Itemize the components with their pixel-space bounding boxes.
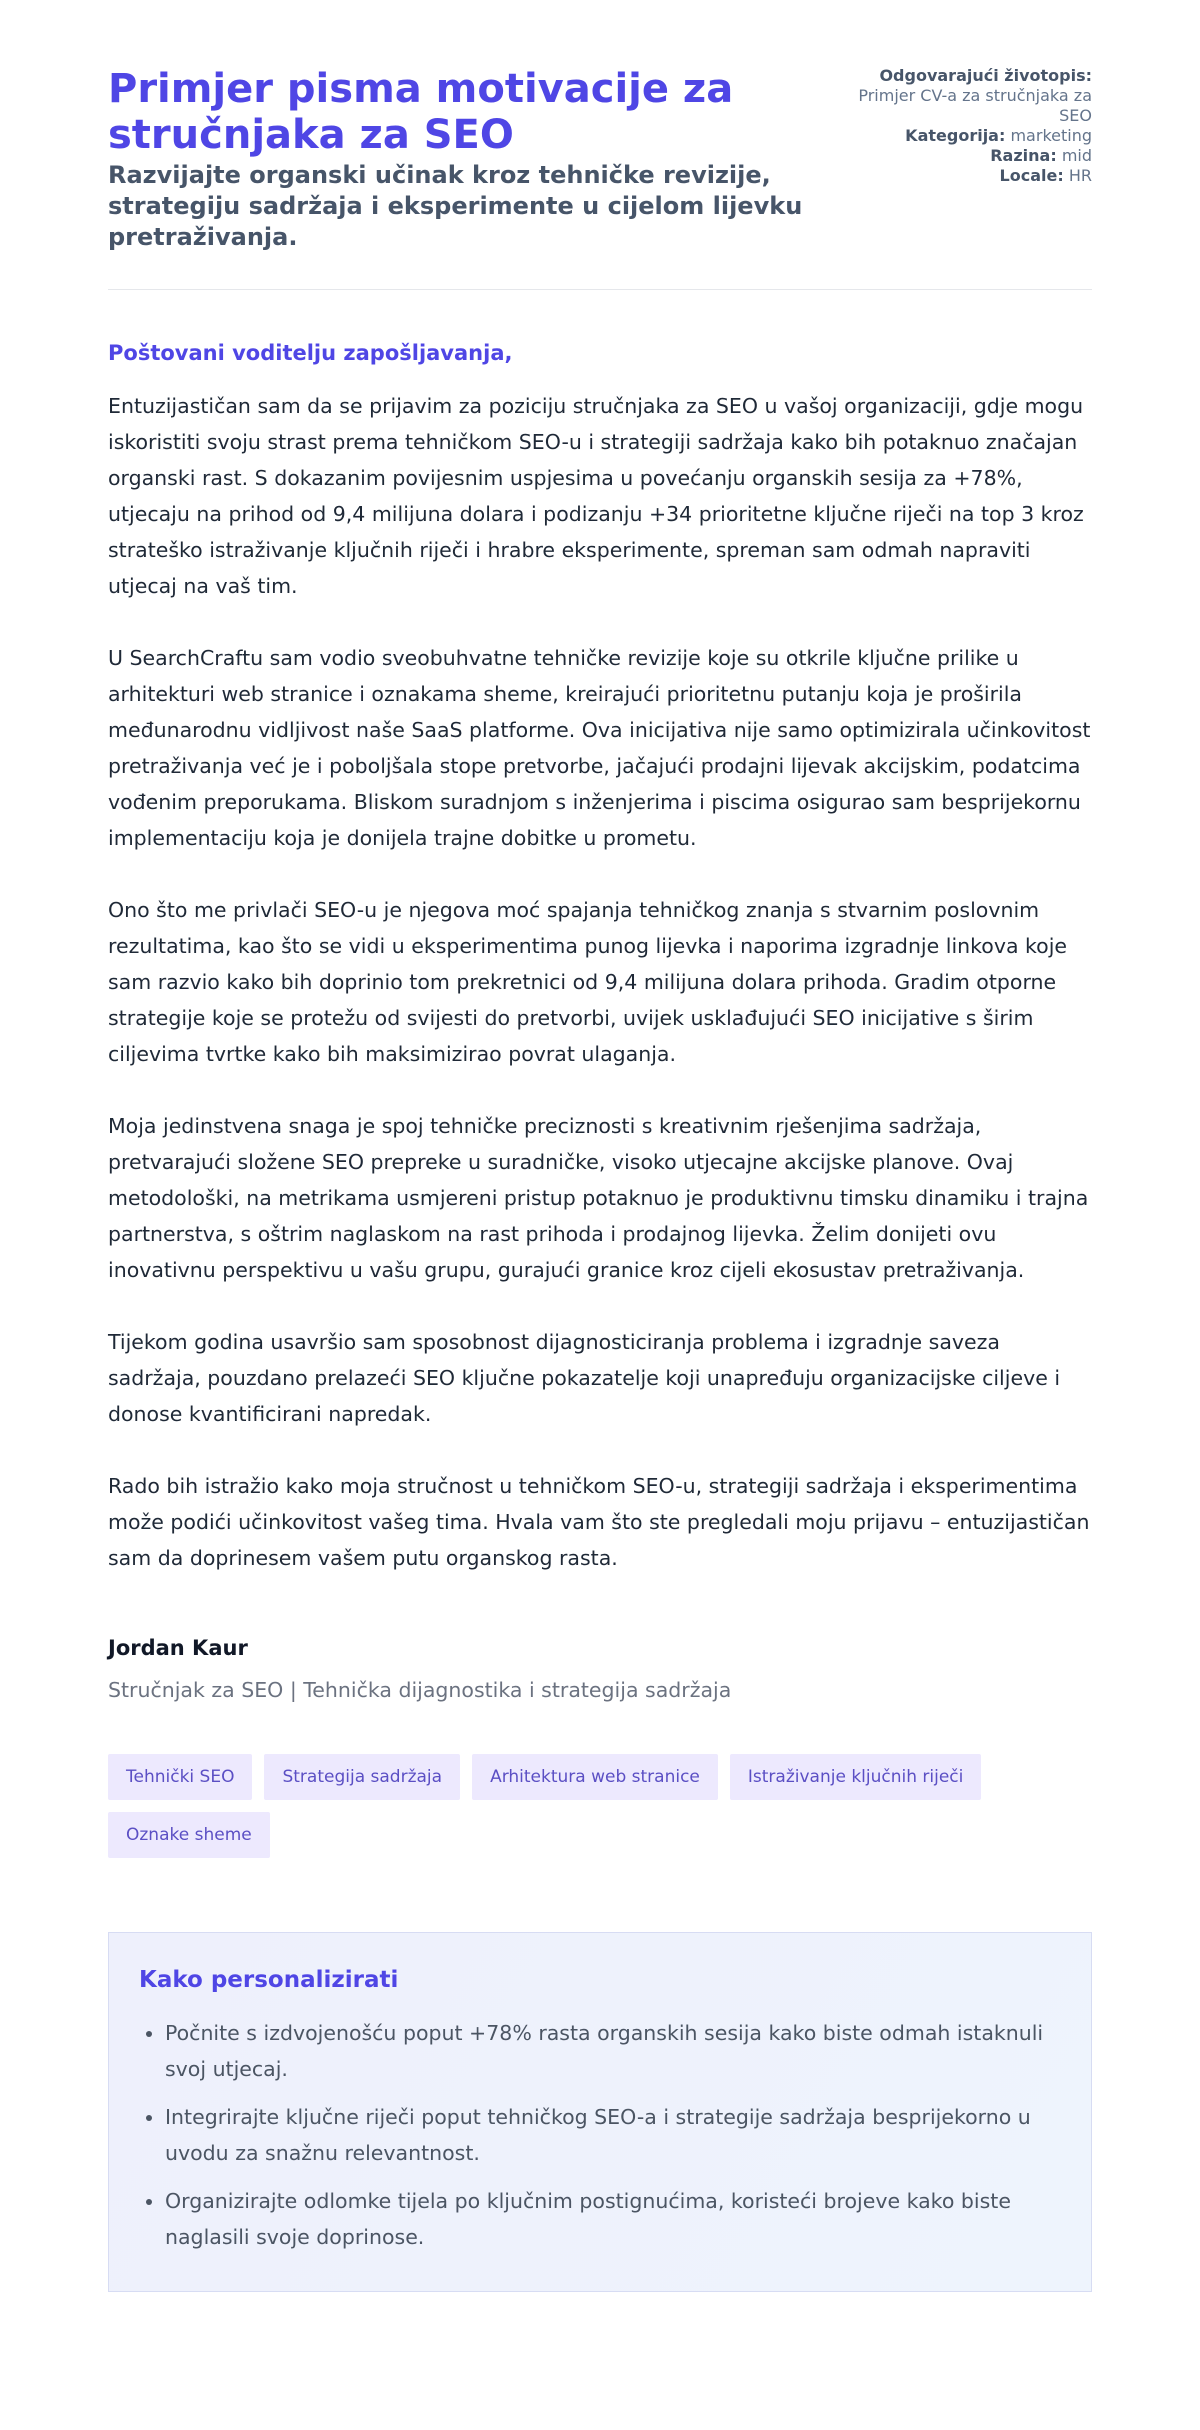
letter-salutation: Poštovani voditelju zapošljavanja, [108, 341, 513, 365]
tips-title: Kako personalizirati [139, 1967, 399, 1993]
tip-item: • Integrirajte ključne riječi poput tehničkog SEO-a i strategije sadržaja besprijekorno u uvodu za snažnu relevantnost. [165, 2099, 1061, 2171]
meta-locale-label: Locale: [999, 166, 1064, 185]
letter-paragraph: Ono što me privlači SEO-u je njegova moć spajanja tehničkog znanja s stvarnim poslovnim rezultatima, kao što se vidi u eksperimentima punog lijevka i naporima izgradnje linkova koje sam razvio kako bih doprinio tom prekretnici od 9,4 milijuna dolara prihoda. Gradim otporne strategije koje se protežu od svijesti do pretvorbi, uvijek usklađujući SEO inicijative s širim ciljevima tvrtke kako bih maksimizirao povrat ulaganja. [108, 898, 1068, 1066]
meta-resume-value[interactable]: Primjer CV-a za stručnjaka za SEO [858, 86, 1092, 125]
skill-tags [108, 1754, 1068, 1858]
meta-level [824, 146, 1092, 166]
signature-role: Stručnjak za SEO | Tehnička dijagnostika i strategija sadržaja [108, 1678, 732, 1702]
page-title: Primjer pisma motivacije za stručnjaka za SEO [108, 66, 734, 158]
letter-paragraph: Tijekom godina usavršio sam sposobnost dijagnosticiranja problema i izgradnje saveza sadržaja, pouzdano prelazeći SEO ključne pokazatelje koji unapređuju organizacijske ciljeve i donose kvantificirani napredak. [108, 1330, 1061, 1426]
letter-paragraph: U SearchCraftu sam vodio sveobuhvatne tehničke revizije koje su otkrile ključne prilike u arhitekturi web stranice i oznakama sheme, kreirajući prioritetnu putanju koja je proširila međunarodnu vidljivost naše SaaS platforme. Ova inicijativa nije samo optimizirala učinkovitost pretraživanja već je i poboljšala stope pretvorbe, jačajući prodajni lijevak akcijskim, podatcima vođenim preporukama. Bliskom suradnjom s inženjerima i piscima osigurao sam besprijekornu implementaciju koja je donijela trajne dobitke u prometu. [108, 646, 1091, 850]
tips-list [139, 2015, 1061, 2255]
letter-body [108, 388, 1092, 1576]
meta-locale-value: HR [1068, 166, 1092, 185]
tip-item: • Počnite s izdvojenošću poput +78% rasta organskih sesija kako biste odmah istaknuli svoj utjecaj. [165, 2015, 1061, 2087]
meta-category [824, 126, 1092, 146]
meta-level-value: mid [1061, 146, 1092, 165]
skill-tag[interactable]: Oznake sheme [108, 1812, 270, 1858]
signature-name: Jordan Kaur [108, 1636, 248, 1660]
signature-block [108, 1634, 1092, 1704]
meta-level-label: Razina: [990, 146, 1057, 165]
tip-item: • Organizirajte odlomke tijela po ključnim postignućima, koristeći brojeve kako biste naglasili svoje doprinose. [165, 2183, 1061, 2255]
meta-category-value: marketing [1010, 126, 1092, 145]
header-titles [108, 66, 824, 253]
letter-paragraph: Rado bih istražio kako moja stručnost u tehničkom SEO-u, strategiji sadržaja i eksperimentima može podići učinkovitost vašeg tima. Hvala vam što ste pregledali moju prijavu – entuzijastičan sam da doprinesem vašem putu organskog rasta. [108, 1474, 1090, 1570]
page-header [108, 66, 1092, 290]
skill-tag[interactable]: Arhitektura web stranice [472, 1754, 718, 1800]
meta-category-label: Kategorija: [905, 126, 1006, 145]
skill-tag[interactable]: Strategija sadržaja [264, 1754, 460, 1800]
letter-paragraph: Moja jedinstvena snaga je spoj tehničke preciznosti s kreativnim rješenjima sadržaja, pretvarajući složene SEO prepreke u suradničke, visoko utjecajne akcijske planove. Ovaj metodološki, na metrikama usmjereni pristup potaknuo je produktivnu timsku dinamiku i trajna partnerstva, s oštrim naglaskom na rast prihoda i prodajnog lijevka. Želim donijeti ovu inovativnu perspektivu u vašu grupu, gurajući granice kroz cijeli ekosustav pretraživanja. [108, 1114, 1089, 1282]
meta-panel [824, 66, 1092, 186]
skill-tag[interactable]: Istraživanje ključnih riječi [730, 1754, 981, 1800]
skill-tag[interactable]: Tehnički SEO [108, 1754, 252, 1800]
letter-paragraph: Entuzijastičan sam da se prijavim za poziciju stručnjaka za SEO u vašoj organizaciji, gdje mogu iskoristiti svoju strast prema tehničkom SEO-u i strategiji sadržaja kako bih potaknuo značajan organski rast. S dokazanim povijesnim uspjesima u povećanju organskih sesija za +78%, utjecaju na prihod od 9,4 milijuna dolara i podizanju +34 prioritetne ključne riječi na top 3 kroz strateško istraživanje ključnih riječi i hrabre eksperimente, spreman sam odmah napraviti utjecaj na vaš tim. [108, 394, 1084, 598]
meta-locale [824, 166, 1092, 186]
page-subtitle: Razvijajte organski učinak kroz tehničke revizije, strategiju sadržaja i eksperimente u cijelom lijevku pretraživanja. [108, 161, 803, 251]
meta-resume-label: Odgovarajući životopis: [879, 66, 1092, 85]
personalization-tips [108, 1932, 1092, 2292]
meta-resume [824, 66, 1092, 126]
